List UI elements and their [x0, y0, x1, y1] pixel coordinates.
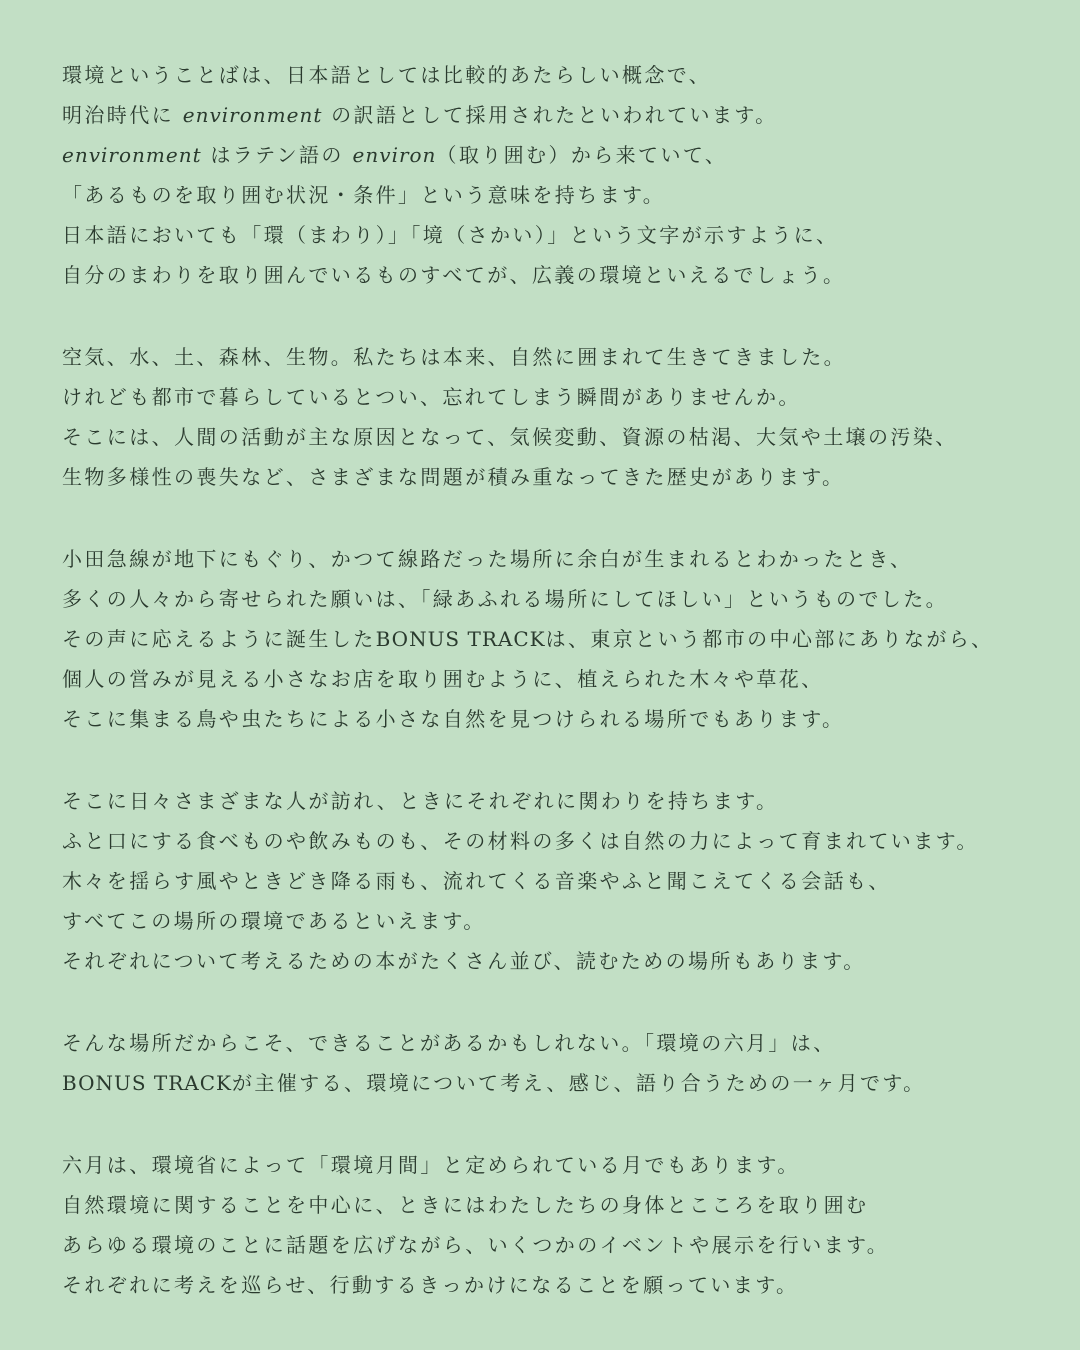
- paragraph: [62, 1023, 1040, 1103]
- paragraph: [62, 55, 1040, 295]
- italic-term: environment: [62, 143, 202, 167]
- text-segment: ふと口にする食べものや飲みものも、その材料の多くは自然の力によって育まれています。: [62, 829, 979, 853]
- text-line: [62, 659, 1040, 699]
- paragraph: [62, 1145, 1040, 1305]
- text-line: [62, 135, 1040, 175]
- text-segment: そこに日々さまざまな人が訪れ、ときにそれぞれに関わりを持ちます。: [62, 789, 779, 813]
- text-segment: 日本語においても「環（まわり）」「境（さかい）」という文字が示すように、: [62, 223, 839, 247]
- text-line: [62, 337, 1040, 377]
- text-segment: それぞれに考えを巡らせ、行動するきっかけになることを願っています。: [62, 1273, 799, 1297]
- text-line: [62, 175, 1040, 215]
- text-line: [62, 417, 1040, 457]
- text-segment: の訳語として採用されたといわれています。: [322, 103, 778, 127]
- paragraph: [62, 337, 1040, 497]
- text-line: [62, 699, 1040, 739]
- text-segment: 木々を揺らす風やときどき降る雨も、流れてくる音楽やふと聞こえてくる会話も、: [62, 869, 891, 893]
- body-text: [62, 55, 1040, 1305]
- paragraph: [62, 539, 1040, 739]
- text-line: [62, 901, 1040, 941]
- text-segment: そこには、人間の活動が主な原因となって、気候変動、資源の枯渇、大気や土壌の汚染、: [62, 425, 958, 449]
- text-segment: 明治時代に: [62, 103, 183, 127]
- italic-term: environment: [182, 103, 323, 127]
- text-line: [62, 579, 1040, 619]
- text-segment: けれども都市で暮らしているとつい、忘れてしまう瞬間がありませんか。: [62, 385, 801, 409]
- text-line: [62, 1023, 1040, 1063]
- text-segment: 六月は、環境省によって「環境月間」と定められている月でもあります。: [62, 1153, 800, 1177]
- text-segment: 空気、水、土、森林、生物。私たちは本来、自然に囲まれて生きてきました。: [62, 345, 846, 369]
- text-segment: が主催する、環境について考え、感じ、語り合うための一ヶ月です。: [231, 1071, 926, 1095]
- text-segment: その声に応えるように誕生した: [62, 627, 376, 651]
- text-segment: それぞれについて考えるための本がたくさん並び、読むための場所もあります。: [62, 949, 866, 973]
- text-line: [62, 539, 1040, 579]
- text-line: [62, 377, 1040, 417]
- text-segment: 「あるものを取り囲む状況・条件」という意味を持ちます。: [62, 183, 666, 207]
- text-line: [62, 1063, 1040, 1103]
- text-segment: そこに集まる鳥や虫たちによる小さな自然を見つけられる場所でもあります。: [62, 707, 845, 731]
- text-line: [62, 619, 1040, 659]
- text-segment: すべてこの場所の環境であるといえます。: [62, 909, 486, 933]
- brand-name: BONUS TRACK: [375, 627, 546, 651]
- text-segment: あらゆる環境のことに話題を広げながら、いくつかのイベントや展示を行います。: [62, 1233, 890, 1257]
- text-segment: 環境ということばは、日本語としては比較的あたらしい概念で、: [62, 63, 712, 87]
- text-line: [62, 1145, 1040, 1185]
- text-segment: はラテン語の: [201, 143, 353, 167]
- text-line: [62, 215, 1040, 255]
- text-segment: そんな場所だからこそ、できることがあるかもしれない。「環境の六月」は、: [62, 1031, 836, 1055]
- text-line: [62, 55, 1040, 95]
- text-segment: （取り囲む）から来ていて、: [436, 143, 728, 167]
- text-line: [62, 1185, 1040, 1225]
- paragraph: [62, 781, 1040, 981]
- text-segment: 個人の営みが見える小さなお店を取り囲むように、植えられた木々や草花、: [62, 667, 824, 691]
- text-segment: 多くの人々から寄せられた願いは、「緑あふれる場所にしてほしい」というものでした。: [62, 587, 948, 611]
- text-segment: 生物多様性の喪失など、さまざまな問題が積み重なってきた歴史があります。: [62, 465, 845, 489]
- text-segment: 自然環境に関することを中心に、ときにはわたしたちの身体とこころを取り囲む: [62, 1193, 869, 1217]
- text-line: [62, 861, 1040, 901]
- text-line: [62, 941, 1040, 981]
- text-line: [62, 821, 1040, 861]
- text-segment: 小田急線が地下にもぐり、かつて線路だった場所に余白が生まれるとわかったとき、: [62, 547, 913, 571]
- brand-name: BONUS TRACK: [62, 1071, 232, 1095]
- text-segment: は、東京という都市の中心部にありながら、: [545, 627, 994, 651]
- italic-term: environ: [352, 143, 437, 167]
- text-line: [62, 255, 1040, 295]
- text-segment: 自分のまわりを取り囲んでいるものすべてが、広義の環境といえるでしょう。: [62, 263, 846, 287]
- text-line: [62, 1265, 1040, 1305]
- text-line: [62, 457, 1040, 497]
- text-line: [62, 1225, 1040, 1265]
- text-line: [62, 95, 1040, 135]
- text-line: [62, 781, 1040, 821]
